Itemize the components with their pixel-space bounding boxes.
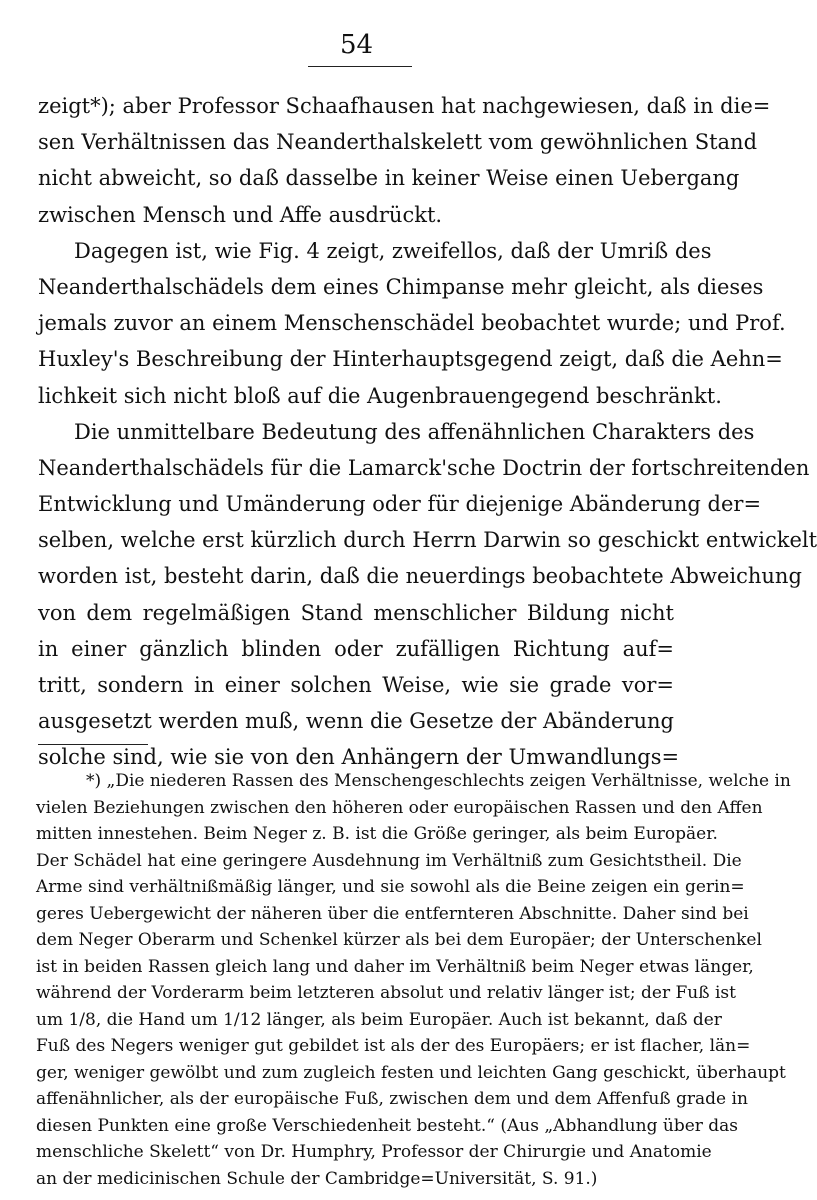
footnote-line: menschliche Skelett“ von Dr. Humphry, Professor der Chirurgie und Anatomie (36, 1142, 712, 1162)
footnote-line: an der medicinischen Schule der Cambridge=Universität, S. 91.) (36, 1168, 598, 1189)
body-line: worden ist, besteht darin, daß die neuerdings beobachtete Abweichung (38, 564, 802, 589)
header-rule (308, 66, 412, 67)
body-line: solche sind, wie sie von den Anhängern der Umwandlungs= (38, 745, 680, 770)
body-line: von dem regelmäßigen Stand menschlicher Bildung nicht (38, 600, 674, 625)
body-text (38, 88, 817, 776)
body-line: jemals zuvor an einem Menschenschädel beobachtet wurde; und Prof. (38, 311, 786, 336)
footnote-line: während der Vorderarm beim letzteren absolut und relativ länger ist; der Fuß ist (36, 983, 736, 1003)
footnote-line: Der Schädel hat eine geringere Ausdehnung im Verhältniß zum Gesichtstheil. Die (36, 850, 742, 871)
footnote-line: mitten innestehen. Beim Neger z. B. ist die Größe geringer, als beim Europäer. (36, 824, 718, 844)
footnote-line: geres Uebergewicht der näheren über die entfernteren Abschnitte. Daher sind bei (36, 903, 749, 924)
footnote-rule (38, 744, 148, 745)
body-line: Entwicklung und Umänderung oder für diejenige Abänderung der= (38, 492, 762, 517)
body-line: lichkeit sich nicht bloß auf die Augenbrauengegend beschränkt. (38, 383, 722, 408)
footnote-line: dem Neger Oberarm und Schenkel kürzer als bei dem Europäer; der Unterschenkel (36, 930, 762, 950)
footnote-line: Fuß des Negers weniger gut gebildet ist als der des Europäers; er ist flacher, län= (36, 1036, 751, 1056)
body-line: Neanderthalschädels dem eines Chimpanse mehr gleicht, als dieses (38, 274, 764, 299)
body-line: nicht abweicht, so daß dasselbe in keiner Weise einen Uebergang (38, 166, 740, 191)
footnote-line: vielen Beziehungen zwischen den höheren oder europäischen Rassen und den Affen (36, 797, 763, 818)
footnote-line: um 1/8, die Hand um 1/12 länger, als beim Europäer. Auch ist bekannt, daß der (36, 1009, 722, 1030)
footnote-line: affenähnlicher, als der europäische Fuß, zwischen dem und dem Affenfuß grade in (36, 1089, 748, 1109)
body-line: in einer gänzlich blinden oder zufälligen Richtung auf= (38, 636, 674, 661)
body-line: selben, welche erst kürzlich durch Herrn Darwin so geschickt entwickelt (38, 528, 817, 553)
body-line: zwischen Mensch und Affe ausdrückt. (38, 202, 443, 227)
body-line: Huxley's Beschreibung der Hinterhauptsgegend zeigt, daß die Aehn= (38, 347, 783, 372)
body-line: Die unmittelbare Bedeutung des affenähnlichen Charakters des (74, 419, 755, 444)
footnote-line: Arme sind verhältnißmäßig länger, und sie sowohl als die Beine zeigen ein gerin= (36, 877, 745, 897)
footnote-line: *) „Die niederen Rassen des Menschengeschlechts zeigen Verhältnisse, welche in (86, 771, 791, 791)
body-line: sen Verhältnissen das Neanderthalskelett vom gewöhnlichen Stand (38, 130, 758, 155)
body-line: tritt, sondern in einer solchen Weise, wie sie grade vor= (38, 673, 674, 697)
footnote (36, 768, 791, 1192)
footnote-line: ist in beiden Rassen gleich lang und daher im Verhältniß beim Neger etwas länger, (36, 956, 754, 977)
body-line: Dagegen ist, wie Fig. 4 zeigt, zweifellos, daß der Umriß des (74, 238, 712, 263)
footnote-line: diesen Punkten eine große Verschiedenheit besteht.“ (Aus „Abhandlung über das (36, 1115, 739, 1136)
footnote-line: ger, weniger gewölbt und zum zugleich festen und leichten Gang geschickt, überhaupt (36, 1062, 786, 1083)
body-line: Neanderthalschädels für die Lamarck'sche Doctrin der fortschreitenden (38, 455, 810, 480)
body-line: ausgesetzt werden muß, wenn die Gesetze der Abänderung (38, 709, 674, 734)
page-number: 54 (339, 30, 374, 60)
body-line: zeigt*); aber Professor Schaafhausen hat nachgewiesen, daß in die= (38, 94, 771, 118)
